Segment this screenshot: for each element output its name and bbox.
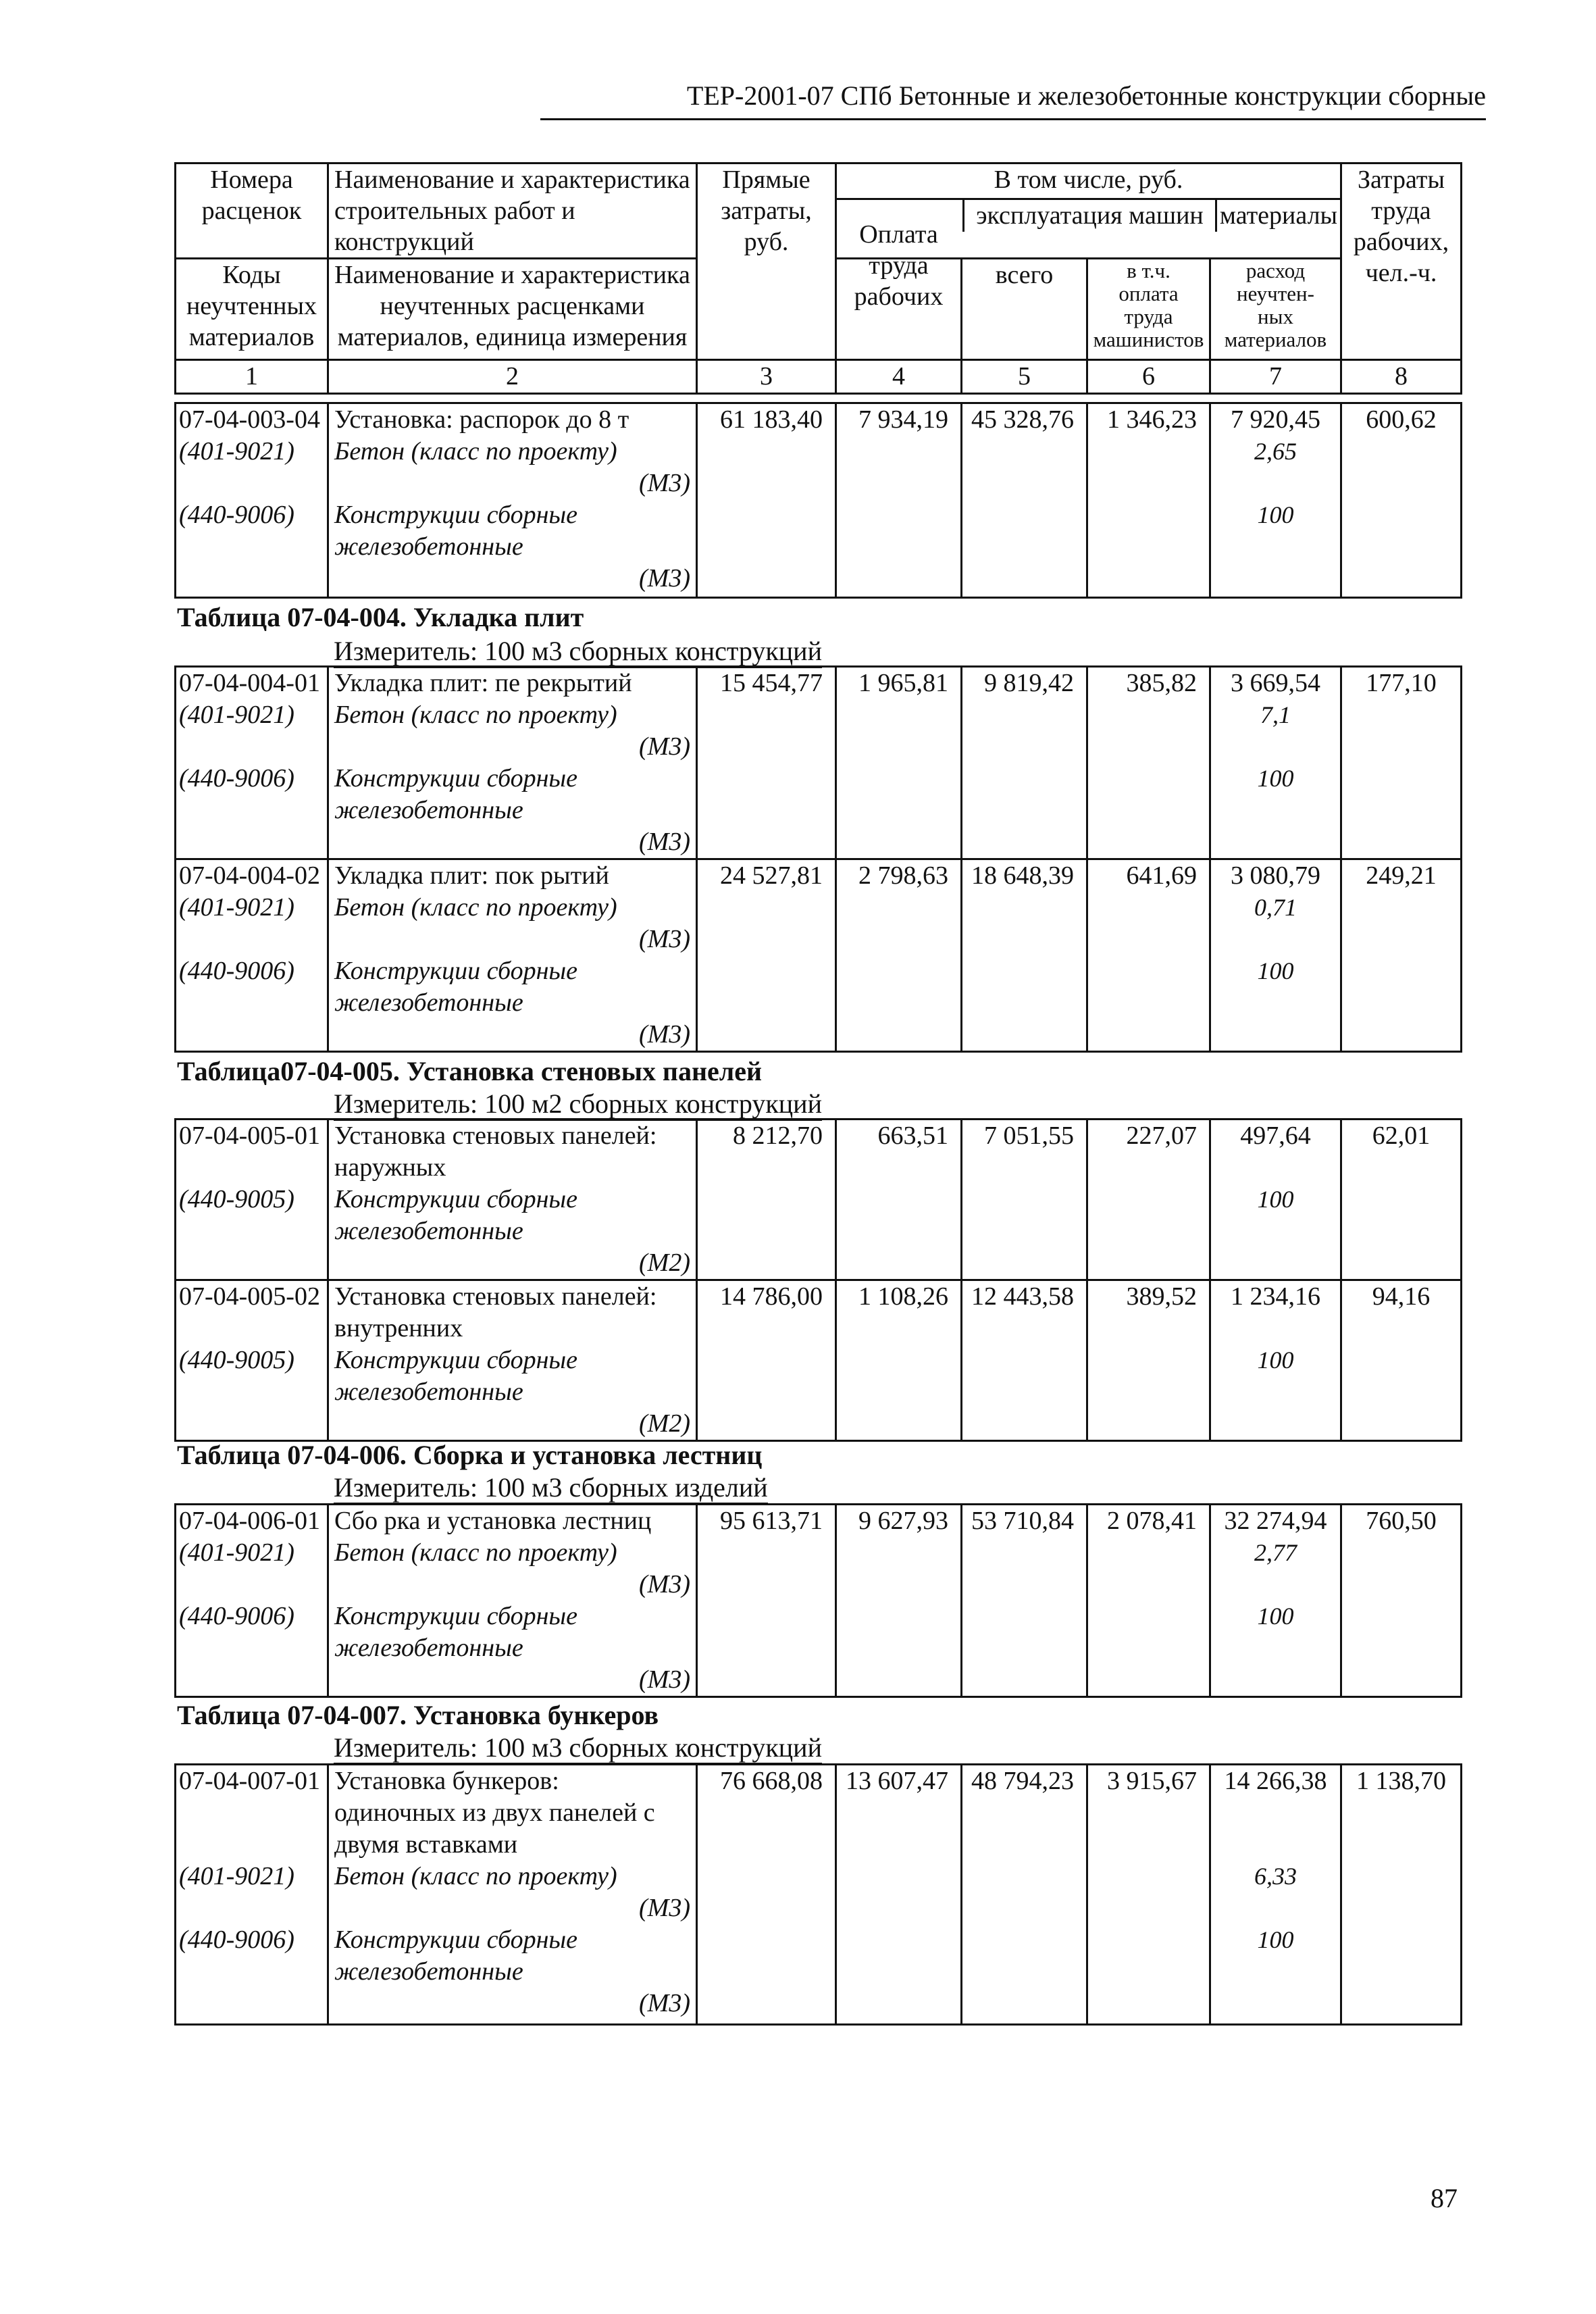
rate-code-cell: 07-04-006-01 (401-9021) (440-9006): [176, 1505, 328, 1697]
rate-code-cell: 07-04-004-02 (401-9021) (440-9006): [176, 859, 328, 1052]
col-material-name-header: Наименование и характеристика неучтенных расценками материалов, единица измерения: [328, 259, 697, 360]
labor-hours-cell: 62,01: [1341, 1120, 1462, 1280]
col-num: 3: [697, 360, 836, 394]
table-row: [176, 1280, 1462, 1441]
rate-code-cell: 07-04-003-04 (401-9021) (440-9006): [176, 403, 328, 598]
materials-cell: 497,64 100: [1210, 1120, 1341, 1280]
col-rate-number-header: Номера расценок: [176, 164, 328, 259]
rate-code-cell: 07-04-005-01 (440-9005): [176, 1120, 328, 1280]
page-header-title: ТЕР-2001-07 СПб Бетонные и железобетонные конструкции сборные: [686, 80, 1486, 111]
machinist-pay-cell: 3 915,67: [1087, 1765, 1210, 2025]
col-group-header: В том числе, руб. эксплуатация машин материалы: [836, 164, 1341, 259]
col-material-codes-header: Коды неучтенных материалов: [176, 259, 328, 360]
machines-cell: 45 328,76: [962, 403, 1087, 598]
col-labor-pay-header: Оплата труда рабочих: [836, 259, 962, 360]
table-title: Таблица 07-04-007. Установка бункеров: [177, 1700, 659, 1730]
machinist-pay-cell: 385,82: [1087, 667, 1210, 859]
materials-cell: 1 234,16 100: [1210, 1280, 1341, 1441]
materials-cell: 3 669,54 7,1 100: [1210, 667, 1341, 859]
machinist-pay-cell: 641,69: [1087, 859, 1210, 1052]
table-row: [176, 667, 1462, 859]
rate-table: [174, 665, 1462, 1053]
direct-cost-cell: 15 454,77: [697, 667, 836, 859]
rate-table: [174, 402, 1462, 599]
table-row: [176, 1120, 1462, 1280]
machines-cell: 48 794,23: [962, 1765, 1087, 2025]
rate-table: [174, 1118, 1462, 1442]
labor-hours-cell: 760,50: [1341, 1505, 1462, 1697]
labor-pay-cell: 1 965,81: [836, 667, 962, 859]
rate-table: [174, 1763, 1462, 2026]
table-title: Таблица07-04-005. Установка стеновых панелей: [177, 1056, 763, 1086]
col-num: 1: [176, 360, 328, 394]
rate-name-cell: Установка бункеров: одиночных из двух панелей с двумя вставками Бетон (класс по проекту) (М3) Конструкции сборные железобетонные (М3): [328, 1765, 697, 2025]
direct-cost-cell: 14 786,00: [697, 1280, 836, 1441]
col-num: 5: [962, 360, 1087, 394]
direct-cost-cell: 61 183,40: [697, 403, 836, 598]
machinist-pay-cell: 227,07: [1087, 1120, 1210, 1280]
materials-cell: 32 274,94 2,77 100: [1210, 1505, 1341, 1697]
labor-hours-cell: 1 138,70: [1341, 1765, 1462, 2025]
direct-cost-cell: 8 212,70: [697, 1120, 836, 1280]
table-row: [176, 1765, 1462, 2025]
rate-name-cell: Установка: распорок до 8 т Бетон (класс по проекту) (М3) Конструкции сборные железобетонные (М3): [328, 403, 697, 598]
rate-name-cell: Укладка плит: пе рекрытий Бетон (класс по проекту) (М3) Конструкции сборные железобетонные (М3): [328, 667, 697, 859]
rate-name-cell: Установка стеновых панелей: наружных Конструкции сборные железобетонные (М2): [328, 1120, 697, 1280]
table-row: [176, 403, 1462, 598]
labor-pay-cell: 13 607,47: [836, 1765, 962, 2025]
machinist-pay-cell: 2 078,41: [1087, 1505, 1210, 1697]
machines-cell: 53 710,84: [962, 1505, 1087, 1697]
rate-code-cell: 07-04-007-01 (401-9021) (440-9006): [176, 1765, 328, 2025]
col-labor-hours-header: Затраты труда рабочих, чел.-ч.: [1341, 164, 1462, 360]
machines-cell: 9 819,42: [962, 667, 1087, 859]
col-num: 2: [328, 360, 697, 394]
table-row: [176, 859, 1462, 1052]
table-row: [176, 1505, 1462, 1697]
table-meter: Измеритель: 100 м3 сборных конструкций: [334, 635, 822, 667]
col-num: 8: [1341, 360, 1462, 394]
rate-name-cell: Укладка плит: пок рытий Бетон (класс по проекту) (М3) Конструкции сборные железобетонные (М3): [328, 859, 697, 1052]
col-machinist-pay-header: в т.ч. оплата труда машинистов: [1087, 259, 1210, 360]
labor-hours-cell: 94,16: [1341, 1280, 1462, 1441]
materials-cell: 3 080,79 0,71 100: [1210, 859, 1341, 1052]
rate-name-cell: Установка стеновых панелей: внутренних Конструкции сборные железобетонные (М2): [328, 1280, 697, 1441]
labor-pay-cell: 2 798,63: [836, 859, 962, 1052]
table-title: Таблица 07-04-004. Укладка плит: [177, 602, 584, 632]
labor-hours-cell: 249,21: [1341, 859, 1462, 1052]
col-unaccounted-materials-header: расход неучтен- ных материалов: [1210, 259, 1341, 360]
page-header: [540, 80, 1486, 120]
table-meter: Измеритель: 100 м3 сборных изделий: [334, 1472, 768, 1503]
materials-cell: 7 920,45 2,65 100: [1210, 403, 1341, 598]
machinist-pay-cell: 1 346,23: [1087, 403, 1210, 598]
table-meter: Измеритель: 100 м3 сборных конструкций: [334, 1732, 822, 1763]
rate-code-cell: 07-04-004-01 (401-9021) (440-9006): [176, 667, 328, 859]
col-num: 7: [1210, 360, 1341, 394]
labor-hours-cell: 600,62: [1341, 403, 1462, 598]
labor-pay-cell: 663,51: [836, 1120, 962, 1280]
col-num: 4: [836, 360, 962, 394]
machines-cell: 12 443,58: [962, 1280, 1087, 1441]
page-number: 87: [1431, 2183, 1458, 2213]
col-direct-costs-header: Прямые затраты, руб.: [697, 164, 836, 360]
machinist-pay-cell: 389,52: [1087, 1280, 1210, 1441]
col-num: 6: [1087, 360, 1210, 394]
rate-name-cell: Сбо рка и установка лестниц Бетон (класс по проекту) (М3) Конструкции сборные железобетонные (М3): [328, 1505, 697, 1697]
labor-pay-cell: 7 934,19: [836, 403, 962, 598]
materials-cell: 14 266,38 6,33 100: [1210, 1765, 1341, 2025]
labor-hours-cell: 177,10: [1341, 667, 1462, 859]
table-meter: Измеритель: 100 м2 сборных конструкций: [334, 1088, 822, 1120]
labor-pay-cell: 9 627,93: [836, 1505, 962, 1697]
direct-cost-cell: 76 668,08: [697, 1765, 836, 2025]
labor-pay-cell: 1 108,26: [836, 1280, 962, 1441]
machines-cell: 7 051,55: [962, 1120, 1087, 1280]
column-header-table: [174, 162, 1462, 395]
direct-cost-cell: 95 613,71: [697, 1505, 836, 1697]
table-title: Таблица 07-04-006. Сборка и установка лестниц: [177, 1440, 763, 1470]
machines-cell: 18 648,39: [962, 859, 1087, 1052]
direct-cost-cell: 24 527,81: [697, 859, 836, 1052]
rate-table: [174, 1503, 1462, 1698]
col-work-name-header: Наименование и характеристика строительных работ и конструкций: [328, 164, 697, 259]
rate-code-cell: 07-04-005-02 (440-9005): [176, 1280, 328, 1441]
col-machines-total-header: всего: [962, 259, 1087, 360]
